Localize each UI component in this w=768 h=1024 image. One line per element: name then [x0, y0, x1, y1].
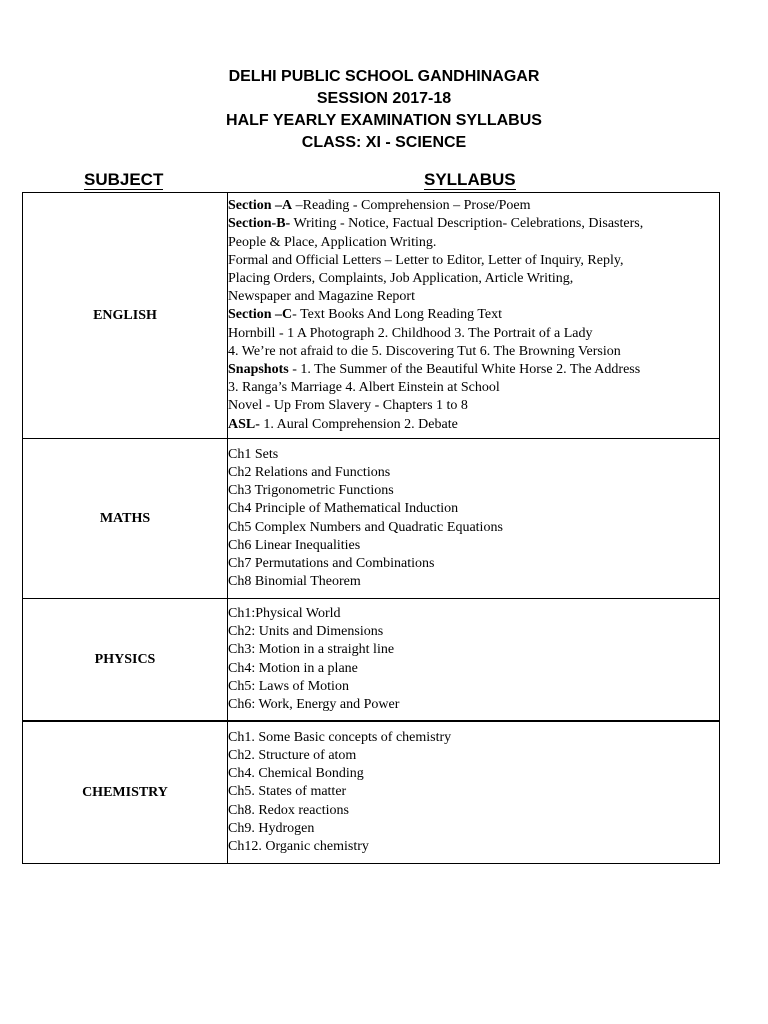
- syllabus-line-text: 3. Ranga’s Marriage 4. Albert Einstein at School: [228, 380, 500, 396]
- syllabus-line-text: Ch9. Hydrogen: [228, 820, 315, 836]
- syllabus-line: [228, 696, 719, 714]
- syllabus-line-text: Ch7 Permutations and Combinations: [228, 555, 435, 571]
- syllabus-line-bold: Section –C: [228, 307, 293, 323]
- syllabus-line: [228, 537, 719, 555]
- syllabus-line: [228, 215, 719, 233]
- syllabus-line-text: - 1. The Summer of the Beautiful White Horse 2. The Address: [288, 362, 641, 377]
- syllabus-line-text: Ch4 Principle of Mathematical Induction: [228, 501, 459, 517]
- table-row: [23, 599, 720, 722]
- subject-cell: ENGLISH: [23, 193, 228, 439]
- syllabus-line: [228, 641, 719, 659]
- subject-cell: CHEMISTRY: [23, 721, 228, 864]
- syllabus-line-text: People & Place, Application Writing.: [228, 234, 437, 250]
- syllabus-line-text: Ch4: Motion in a plane: [228, 660, 358, 676]
- syllabus-cell: [228, 193, 720, 439]
- syllabus-cell: [228, 599, 720, 722]
- syllabus-line-text: Ch4. Chemical Bonding: [228, 766, 364, 782]
- syllabus-line-text: Placing Orders, Complaints, Job Application, Article Writing,: [228, 270, 574, 286]
- syllabus-line-bold: Section-B-: [228, 216, 291, 232]
- syllabus-line: [228, 361, 719, 379]
- syllabus-line: [228, 482, 719, 500]
- table-row: [23, 193, 720, 439]
- syllabus-line-text: Writing - Notice, Factual Description- Celebrations, Disasters,: [290, 216, 644, 232]
- syllabus-line-text: 4. We’re not afraid to die 5. Discovering Tut 6. The Browning Version: [228, 343, 621, 359]
- syllabus-line-text: Ch12. Organic chemistry: [228, 839, 369, 854]
- syllabus-line-text: –Reading - Comprehension – Prose/Poem: [292, 198, 531, 214]
- subject-cell: MATHS: [23, 439, 228, 599]
- syllabus-line: [228, 464, 719, 482]
- syllabus-line: [228, 660, 719, 678]
- syllabus-line: [228, 573, 719, 591]
- syllabus-line-text: Ch1 Sets: [228, 446, 279, 462]
- syllabus-line: [228, 623, 719, 641]
- school-name: DELHI PUBLIC SCHOOL GANDHINAGAR: [228, 68, 540, 85]
- table-row: [23, 439, 720, 599]
- syllabus-line-text: Ch3 Trigonometric Functions: [228, 483, 394, 499]
- syllabus-line: [228, 446, 719, 464]
- syllabus-line: [228, 288, 719, 306]
- syllabus-line: [228, 197, 719, 215]
- subject-column-heading: SUBJECT: [84, 170, 164, 189]
- syllabus-column-heading: SYLLABUS: [424, 170, 516, 189]
- syllabus-line-text: Hornbill - 1 A Photograph 2. Childhood 3. The Portrait of a Lady: [228, 325, 593, 341]
- syllabus-line-text: Ch8 Binomial Theorem: [228, 574, 361, 590]
- syllabus-line-text: Novel - Up From Slavery - Chapters 1 to 8: [228, 398, 468, 414]
- syllabus-line-bold: Snapshots: [228, 362, 289, 377]
- column-headings: [0, 170, 768, 192]
- syllabus-line: [228, 605, 719, 623]
- syllabus-line: [228, 555, 719, 573]
- syllabus-line-bold: ASL-: [228, 416, 260, 432]
- syllabus-line-text: Ch2: Units and Dimensions: [228, 624, 384, 640]
- syllabus-line: [228, 397, 719, 415]
- syllabus-line: [228, 765, 719, 783]
- syllabus-line: [228, 306, 719, 324]
- syllabus-line-text: - Text Books And Long Reading Text: [292, 307, 503, 323]
- syllabus-line: [228, 500, 719, 518]
- syllabus-line: [228, 416, 719, 434]
- document-header: [0, 66, 768, 154]
- syllabus-line-text: Formal and Official Letters – Letter to Editor, Letter of Inquiry, Reply,: [228, 252, 624, 268]
- syllabus-line-text: Ch6 Linear Inequalities: [228, 537, 361, 553]
- syllabus-line: [228, 678, 719, 696]
- syllabus-line: [228, 783, 719, 801]
- syllabus-line: [228, 820, 719, 838]
- syllabus-line: [228, 802, 719, 820]
- syllabus-line: [228, 747, 719, 765]
- table-row: [23, 721, 720, 864]
- syllabus-line-text: Ch5 Complex Numbers and Quadratic Equations: [228, 519, 503, 535]
- syllabus-cell: [228, 439, 720, 599]
- syllabus-line: [228, 252, 719, 270]
- syllabus-line: [228, 234, 719, 252]
- syllabus-line: [228, 519, 719, 537]
- syllabus-line: [228, 729, 719, 747]
- syllabus-line-text: 1. Aural Comprehension 2. Debate: [259, 416, 458, 432]
- session-title: SESSION 2017-18: [316, 90, 452, 107]
- subject-cell: PHYSICS: [23, 599, 228, 722]
- syllabus-line: [228, 838, 719, 856]
- syllabus-line: [228, 343, 719, 361]
- syllabus-table: [22, 192, 720, 864]
- class-title: CLASS: XI - SCIENCE: [301, 134, 467, 151]
- syllabus-line-bold: Section –A: [228, 198, 293, 214]
- syllabus-line-text: Ch1:Physical World: [228, 605, 341, 621]
- syllabus-line: [228, 325, 719, 343]
- syllabus-line-text: Ch5: Laws of Motion: [228, 678, 349, 694]
- syllabus-line-text: Ch2. Structure of atom: [228, 747, 357, 763]
- syllabus-line-text: Ch3: Motion in a straight line: [228, 642, 395, 658]
- syllabus-line-text: Ch6: Work, Energy and Power: [228, 696, 400, 712]
- syllabus-line-text: Ch2 Relations and Functions: [228, 464, 391, 480]
- syllabus-line: [228, 379, 719, 397]
- syllabus-cell: [228, 721, 720, 864]
- syllabus-line-text: Ch1. Some Basic concepts of chemistry: [228, 729, 452, 745]
- exam-title: HALF YEARLY EXAMINATION SYLLABUS: [226, 112, 542, 129]
- syllabus-line-text: Ch5. States of matter: [228, 784, 347, 800]
- syllabus-line-text: Ch8. Redox reactions: [228, 802, 349, 818]
- syllabus-line: [228, 270, 719, 288]
- syllabus-line-text: Newspaper and Magazine Report: [228, 289, 415, 305]
